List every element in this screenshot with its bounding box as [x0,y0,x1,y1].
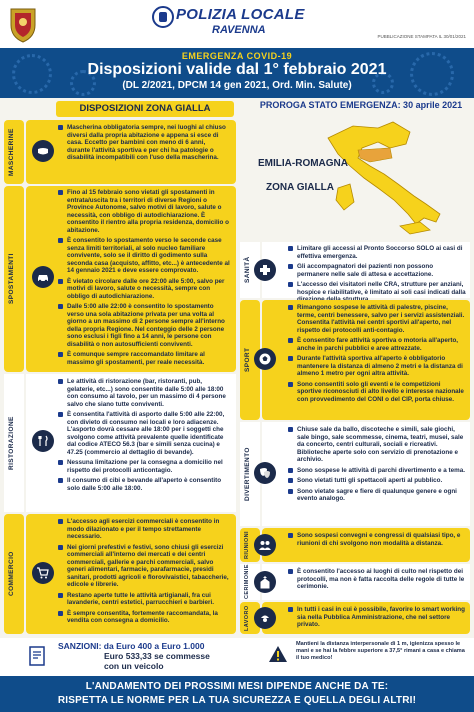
page-title: Disposizioni valide dal 1° febbraio 2021 [87,61,387,78]
map-region-label: EMILIA-ROMAGNA [258,158,348,169]
organization-name: POLIZIA LOCALE [176,6,305,23]
bullets-cerimonie [288,568,466,594]
section-label-commercio: COMMERCIO [8,551,15,597]
bullet-item: È consentito l'accesso ai luoghi di culto nel rispetto dei protocolli, ma non è fatta raccolta delle regole di tutte le cerimonie. [288,568,466,591]
car-icon [32,266,54,288]
bullets-riunioni [288,532,466,550]
theater-masks-icon [254,462,276,484]
page-subtitle: (DL 2/2021, DPCM 14 gen 2021, Ord. Min. Salute) [122,80,352,91]
bullet-item: Le attività di ristorazione (bar, ristoranti, pub, gelaterie, etc...) sono consentite dalle 5:00 alle 18:00 con consumo al tavolo, per un massimo di 4 persone salvo che siano tutte conviventi. [58,378,230,408]
bullet-item: Gli accompagnatori dei pazienti non possono permanere nelle sale di attesa e accettazione. [288,263,466,278]
warning-icon [268,645,288,663]
warning-text: Mantieni la distanza interpersonale di 1 m, igienizza spesso le mani e se hai la febbre superiore a 37,5° rimani a casa e chiama il tuo medico! [296,641,465,661]
bullet-item: Rimangono sospese le attività di palestre, piscine, terme, centri benessere, salvo per i servizi assistenziali. Consentita l'attività nei centri sportivi all'aperto, nel rispetto dei protocolli anti-contagio. [288,304,466,334]
church-icon [254,571,276,593]
section-label-lavoro: LAVORO [244,605,250,631]
ravenna-crest-icon [8,5,38,43]
publication-date: PUBBLICAZIONE STAMPATA IL 30/01/2021 [377,34,466,39]
sanzioni-text [58,641,210,671]
bullet-item: Sono vietati tutti gli spettacoli aperti al pubblico. [288,477,466,485]
bullet-item: Sono consentiti solo gli eventi e le competizioni sportive riconosciuti di alto livello e interesse nazionale con provvedimento del CONI o del CIP, porta chiuse. [288,381,466,404]
bullet-item: È comunque sempre raccomandato limitare al massimo gli spostamenti, per reale necessità. [58,351,230,366]
bullet-item: Limitare gli accessi al Pronto Soccorso SOLO ai casi di effettiva emergenza. [288,245,466,260]
bullet-item: L'accesso dei visitatori nelle CRA, strutture per anziani, hospice e riabilitative, è limitato ai soli casi indicati dalla [288,281,466,304]
bullet-item: È consentito fare attività sportiva o motoria all'aperto, anche in parchi pubblici e aree attrezzate. [288,337,466,352]
bullet-item: È consentita l'attività di asporto dalle 5:00 alle 22:00, con divieto di consumo nei locali e loro adiacenze. L'asporto dovrà cessare alle 18:00 per i soggetti che svolgono come attività prevalente quelle identificate dal codice ATECO 56.3 (bar e simili senza cucina) e 47.25 (commercio al dettaglio di bevande). [58,411,230,456]
section-label-spostamenti: SPOSTAMENTI [8,253,15,305]
bullets-spostamenti [58,189,230,369]
bullet-item: In tutti i casi in cui è possibile, favorire lo smart working sia nella Pubblica Amministrazione, che nel settore privato. [288,606,466,629]
proroga-notice: PROROGA STATO EMERGENZA: 30 aprile 2021 [259,100,463,110]
bullet-item: È vietato circolare dalle ore 22:00 alle 5:00, salvo per motivi di lavoro, salute o necessità, sempre con obbligo di autodichiarazione. [58,278,230,301]
bullet-item: Nei giorni prefestivi e festivi, sono chiusi gli esercizi commerciali all'interno dei mercati e dei centri commerciali, gallerie e parchi commerciali, salvo generi alimentari, farmacie, parafarmacie, presidi sanitari, prodotti agricoli e florovivaistici, tabaccherie, edicole e librerie. [58,544,230,589]
section-label-divertimento: DIVERTIMENTO [244,447,251,501]
italy-map [318,118,458,238]
bullets-lavoro [288,606,466,632]
bullets-ristorazione [58,378,230,495]
football-icon [254,348,276,370]
medical-cross-icon [254,259,276,281]
section-label-riunioni: RIUNIONI [244,531,250,559]
bullets-mascherine [58,124,230,165]
section-label-sanita: SANITÀ [244,256,251,284]
emergency-label: EMERGENZA COVID-19 [181,51,293,61]
bullet-item: È sempre consentita, fortemente raccomandata, la vendita con consegna a domicilio. [58,610,230,625]
footer-line-1: L'ANDAMENTO DEI PROSSIMI MESI DIPENDE ANCHE DA TE: [85,681,389,692]
fine-document-icon [28,646,48,666]
shopping-cart-icon [32,562,54,584]
bullet-item: È consentito lo spostamento verso le seconde case senza limiti territoriali, al solo nucleo familiare convivente, solo se il diritto di godimento sulla seconda casa (acquisto, affitto, etc...) è antecedente al 14 gennaio 2021 e deve essere comprovato. [58,237,230,275]
bullet-item: Sono vietate sagre e fiere di qualunque genere e ogni evento analogo. [288,488,466,503]
bullet-item: Durante l'attività sportiva all'aperto è obbligatorio mantenere la distanza di almeno 2 metri e la distanza di almeno 1 metro per ogni altra attività. [288,355,466,378]
bullet-item: Sono sospesi convegni e congressi di qualsiasi tipo, e riunioni di chi svolgono non modalità a distanza. [288,532,466,547]
people-icon [254,534,276,556]
map-zone-label: ZONA GIALLA [266,182,334,193]
bullet-item: Sono sospese le attività di parchi divertimento e a tema. [288,467,466,475]
bullet-item: Mascherina obbligatoria sempre, nei luoghi al chiuso diversi dalla propria abitazione e appena si esce di casa. Eccetto per bambini con meno di 6 anni, durante l'attività sportiva e per chi ha patologie o disabilità incompatibili con l'uso della mascherina. [58,124,230,162]
mask-icon [32,140,54,162]
bullets-sport [288,304,466,406]
polizia-locale-logo [152,6,174,28]
bullet-item: Il consumo di cibi e bevande all'aperto è consentito solo dalle 5:00 alle 18:00. [58,477,230,492]
bullet-item: Fino al 15 febbraio sono vietati gli spostamenti in entrata/uscita tra i territori di diverse Regioni o Province Autonome, salvo motivi di lavoro, salute o necessità, con obbligo di autodichiarazione. È consentito il rientro alla propria residenza, domicilio o abitazione. [58,189,230,234]
bullets-sanita [288,245,466,307]
sanzioni-line-2: Euro 533,33 se commesse [104,651,210,661]
bullet-item: Nessuna limitazione per la consegna a domicilio nel rispetto dei protocolli anticontagio. [58,459,230,474]
sanzioni-line-3: con un veicolo [104,661,164,671]
cutlery-icon [32,430,54,452]
city-name: RAVENNA [212,24,266,36]
section-label-mascherine: MASCHERINE [8,128,15,176]
footer-line-2: RISPETTA LE NORME PER LA TUA SICUREZZA E QUELLA DEGLI ALTRI! [57,695,417,706]
title-banner [0,48,474,98]
bullets-commercio [58,518,230,628]
section-label-sport: SPORT [244,347,251,373]
bullets-divertimento [288,426,466,506]
bullet-item: Dalle 5:00 alle 22:00 è consentito lo spostamento verso una sola abitazione privata per una volta al giorno a un massimo di 2 persone sempre all'interno della propria Regione. Nel conteggio delle 2 persone sono esclusi i figli fino a 14 anni, le persone con disabilità o non autosufficienti conviventi. [58,303,230,348]
bullet-item: Chiuse sale da ballo, discoteche e simili, sale giochi, sale bingo, sale scommesse, cinema, teatri, musei, sale da concerto, centri culturali, sociali e ricreativi. Biblioteche aperte solo con servizio di prenotazione e archivio. [288,426,466,464]
section-label-ristorazione: RISTORAZIONE [8,416,15,470]
header [0,0,474,48]
zone-heading: DISPOSIZIONI ZONA GIALLA [56,101,234,117]
sanzioni-line-1: SANZIONI: da Euro 400 a Euro 1.000 [58,641,205,651]
footer-banner [0,676,474,712]
section-label-cerimonie: CERIMONIE [244,564,250,600]
bullet-item: Restano aperte tutte le attività artigianali, fra cui lavanderie, centri estetici, parrucchieri e barbieri. [58,592,230,607]
worker-icon [254,607,276,629]
bullet-item: L'accesso agli esercizi commerciali è consentito in modo dilazionato e per il tempo strettamente necessario. [58,518,230,541]
